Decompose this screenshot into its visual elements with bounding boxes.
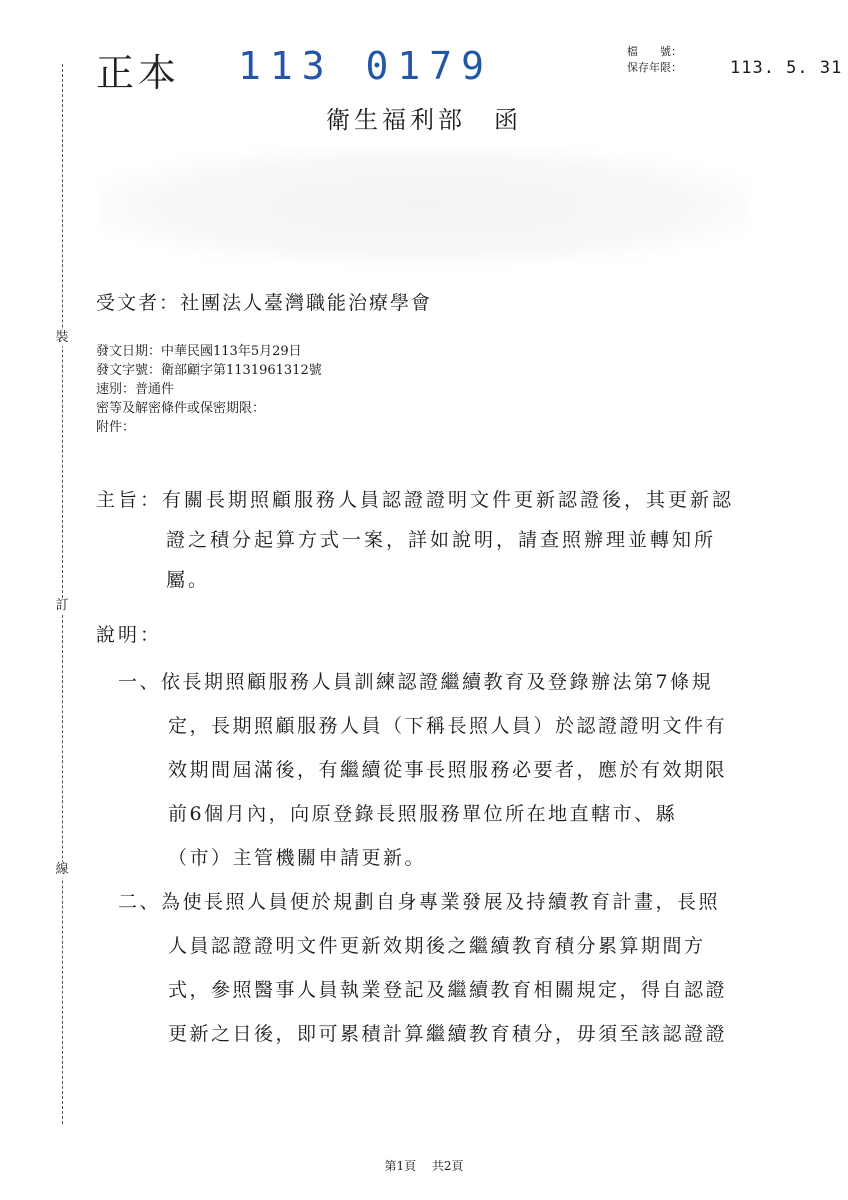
explanation-item-1	[118, 660, 778, 880]
retention-label: 保存年限：	[627, 61, 682, 74]
item-line: （市）主管機關申請更新。	[168, 847, 427, 869]
page-footer	[0, 1157, 848, 1174]
binding-mark-zhuang: 裝	[50, 330, 74, 346]
item-line: 人員認證證明文件更新效期後之繼續教育積分累算期間方	[168, 935, 706, 957]
subject-line: 主旨：有關長期照顧服務人員認證證明文件更新認證後，其更新認	[96, 489, 735, 511]
binding-mark-xian: 線	[50, 862, 74, 878]
explanation-heading: 說明：	[96, 624, 163, 646]
binding-line	[62, 64, 63, 1124]
explanation-items	[118, 660, 778, 1056]
copy-label: 正本	[96, 51, 181, 95]
item-line: 更新之日後，即可累積計算繼續教育積分，毋須至該認證證	[168, 1023, 728, 1045]
stamp-number: 113 0179	[238, 44, 494, 88]
item-line: 二、為使長照人員便於規劃自身專業發展及持續教育計畫，長照	[118, 891, 721, 913]
explanation-item-2	[118, 880, 778, 1056]
item-line: 前6個月內，向原登錄長照服務單位所在地直轄市、縣	[168, 803, 678, 825]
document-fields	[96, 342, 322, 437]
subject-line: 屬。	[166, 569, 211, 591]
item-line: 效期間屆滿後，有繼續從事長照服務必要者，應於有效期限	[168, 759, 728, 781]
item-line: 定，長期照顧服務人員（下稱長照人員）於認證證明文件有	[168, 715, 728, 737]
security-level: 密等及解密條件或保密期限：	[96, 401, 266, 416]
redacted-block	[100, 148, 750, 264]
speed-class: 速別：普通件	[96, 382, 175, 397]
agency-title: 衛生福利部 函	[326, 106, 522, 134]
subject-line: 證之積分起算方式一案，詳如說明，請查照辦理並轉知所	[166, 529, 717, 551]
file-no-label: 檔 號：	[627, 45, 682, 58]
recipient: 受文者：社團法人臺灣職能治療學會	[96, 292, 433, 314]
page-number: 第1頁	[384, 1159, 417, 1173]
issue-date: 發文日期：中華民國113年5月29日	[96, 344, 302, 359]
retention-value: 113. 5. 31	[730, 58, 843, 78]
issue-number: 發文字號：衛部顧字第1131961312號	[96, 363, 322, 378]
file-meta	[627, 44, 699, 76]
attachments: 附件：	[96, 420, 136, 435]
item-line: 式，參照醫事人員執業登記及繼續教育相關規定，得自認證	[168, 979, 728, 1001]
page-total: 共2頁	[431, 1159, 464, 1173]
item-line: 一、依長期照顧服務人員訓練認證繼續教育及登錄辦法第7條規	[118, 671, 714, 693]
subject	[96, 480, 776, 600]
binding-mark-ding: 訂	[50, 598, 74, 614]
